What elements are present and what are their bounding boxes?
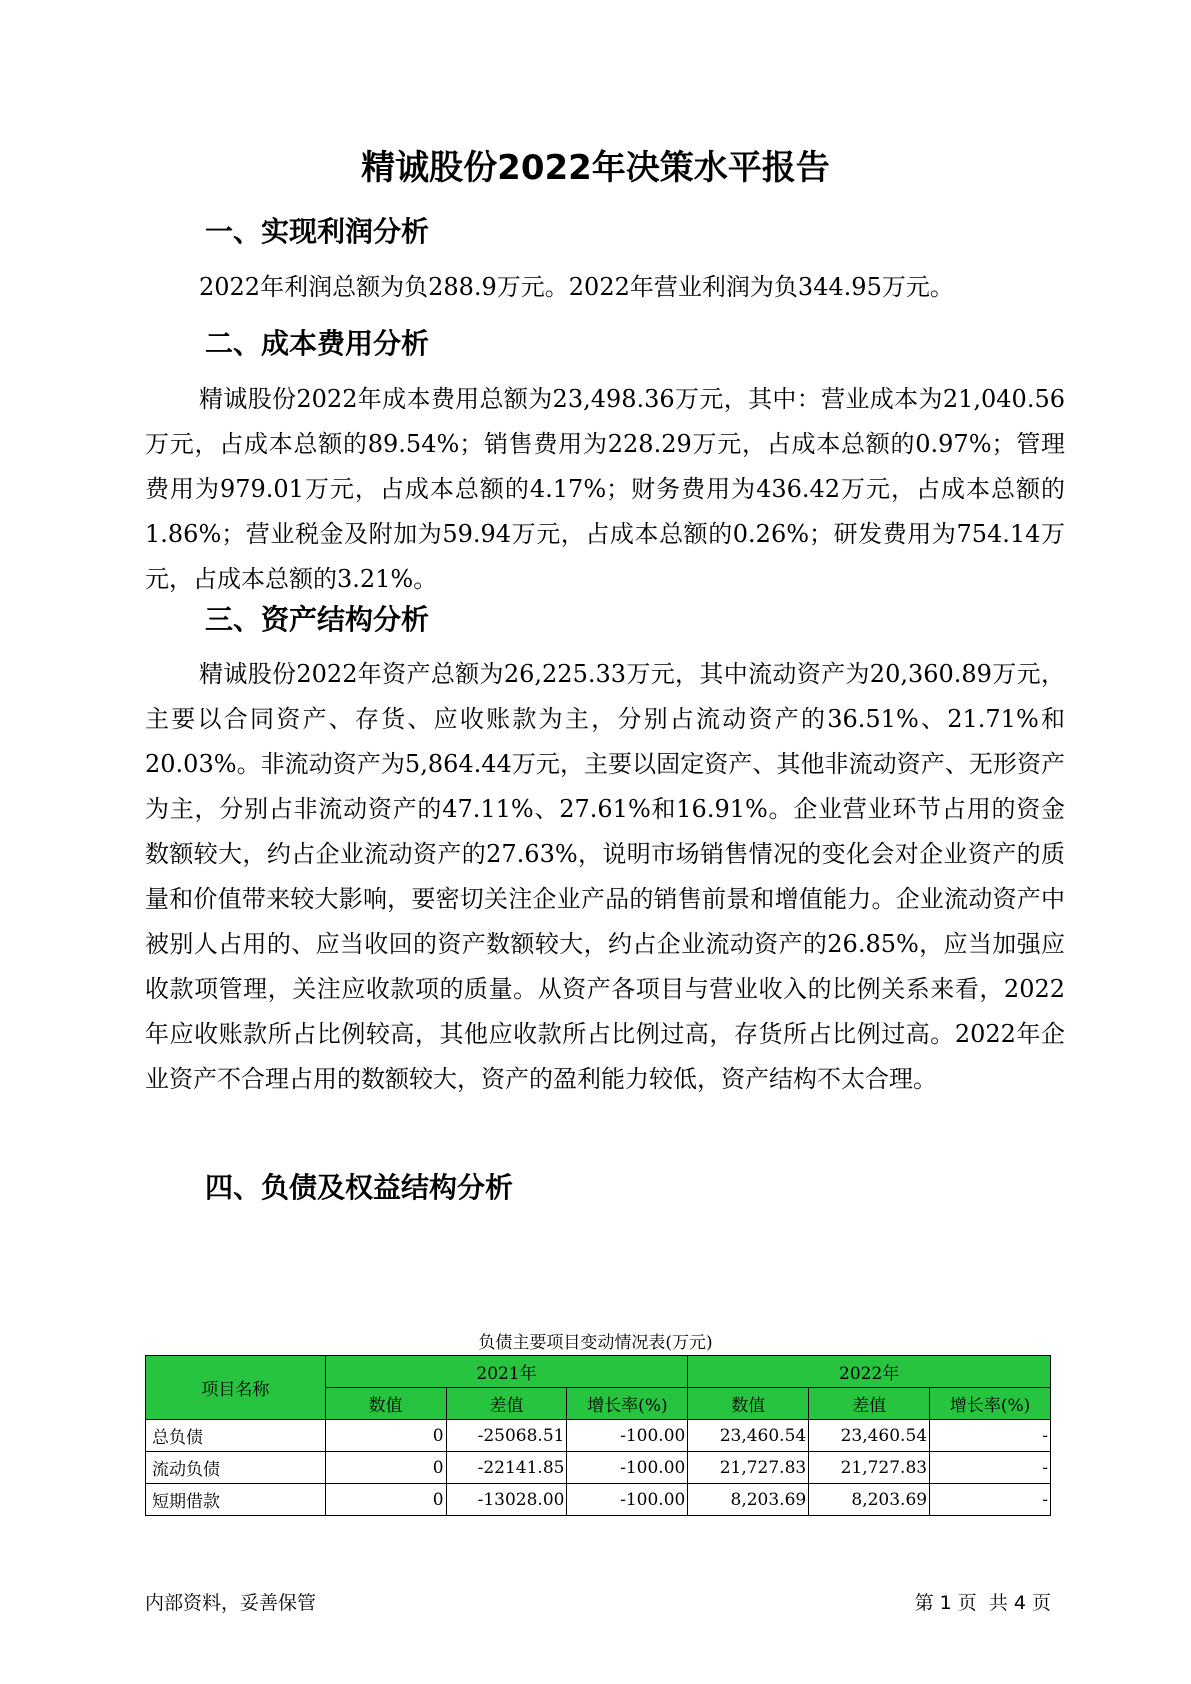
cell-diff: -13028.00 (446, 1484, 567, 1516)
subheader-value: 数值 (325, 1388, 446, 1420)
cell-growth: - (930, 1484, 1051, 1516)
subheader-diff: 差值 (446, 1388, 567, 1420)
section-1-text: 2022年利润总额为负288.9万元。2022年营业利润为负344.95万元。 (199, 273, 954, 301)
cell-growth: -100.00 (567, 1484, 688, 1516)
table-row (146, 1420, 1051, 1452)
table-row (146, 1484, 1051, 1516)
section-4-heading: 四、负债及权益结构分析 (205, 1171, 514, 1204)
subheader-growth: 增长率(%) (567, 1388, 688, 1420)
cell-diff: 23,460.54 (809, 1420, 930, 1452)
cell-value: 0 (325, 1452, 446, 1484)
cell-value: 0 (325, 1484, 446, 1516)
section-2-text: 精诚股份2022年成本费用总额为23,498.36万元，其中：营业成本为21,040.56万元，占成本总额的89.54%；销售费用为228.29万元，占成本总额的0.97%；管理费用为979.01万元，占成本总额的4.17%；财务费用为436.42万元，占成本总额的1.86%；营业税金及附加为59.94万元，占成本总额的0.26%；研发费用为754.14万元，占成本总额的3.21%。 (145, 385, 1065, 593)
column-header-year1: 2021年 (325, 1356, 688, 1388)
cell-growth: - (930, 1420, 1051, 1452)
liabilities-table (145, 1355, 1051, 1516)
table-header-row (146, 1356, 1051, 1388)
section-1-heading: 一、实现利润分析 (205, 215, 430, 248)
cell-diff: -22141.85 (446, 1452, 567, 1484)
cell-value: 8,203.69 (688, 1484, 809, 1516)
table-row (146, 1452, 1051, 1484)
document-title: 精诚股份2022年决策水平报告 (361, 148, 830, 188)
section-3-text: 精诚股份2022年资产总额为26,225.33万元，其中流动资产为20,360.89万元，主要以合同资产、存货、应收账款为主，分别占流动资产的36.51%、21.71%和20.03%。非流动资产为5,864.44万元，主要以固定资产、其他非流动资产、无形资产为主，分别占非流动资产的47.11%、27.61%和16.91%。企业营业环节占用的资金数额较大，约占企业流动资产的27.63%，说明市场销售情况的变化会对企业资产的质量和价值带来较大影响，要密切关注企业产品的销售前景和增值能力。企业流动资产中被别人占用的、应当收回的资产数额较大，约占企业流动资产的26.85%，应当加强应收款项管理，关注应收款项的质量。从资产各项目与营业收入的比例关系来看，2022年应收账款所占比例较高，其他应收款所占比例过高，存货所占比例过高。2022年企业资产不合理占用的数额较大，资产的盈利能力较低，资产结构不太合理。 (145, 660, 1065, 1093)
cell-growth: -100.00 (567, 1452, 688, 1484)
cell-value: 21,727.83 (688, 1452, 809, 1484)
cell-value: 23,460.54 (688, 1420, 809, 1452)
footer-page-number: 第 1 页 共 4 页 (914, 1592, 1051, 1614)
cell-diff: 21,727.83 (809, 1452, 930, 1484)
table-caption: 负债主要项目变动情况表(万元) (478, 1333, 713, 1353)
row-name: 总负债 (146, 1420, 326, 1452)
subheader-diff: 差值 (809, 1388, 930, 1420)
column-header-year2: 2022年 (688, 1356, 1051, 1388)
cell-value: 0 (325, 1420, 446, 1452)
cell-growth: - (930, 1452, 1051, 1484)
section-3-heading: 三、资产结构分析 (205, 603, 430, 636)
column-header-item: 项目名称 (146, 1356, 326, 1420)
section-2-heading: 二、成本费用分析 (205, 327, 430, 360)
subheader-value: 数值 (688, 1388, 809, 1420)
cell-diff: -25068.51 (446, 1420, 567, 1452)
subheader-growth: 增长率(%) (930, 1388, 1051, 1420)
row-name: 流动负债 (146, 1452, 326, 1484)
cell-diff: 8,203.69 (809, 1484, 930, 1516)
row-name: 短期借款 (146, 1484, 326, 1516)
footer-confidential-note: 内部资料，妥善保管 (145, 1592, 317, 1614)
cell-growth: -100.00 (567, 1420, 688, 1452)
